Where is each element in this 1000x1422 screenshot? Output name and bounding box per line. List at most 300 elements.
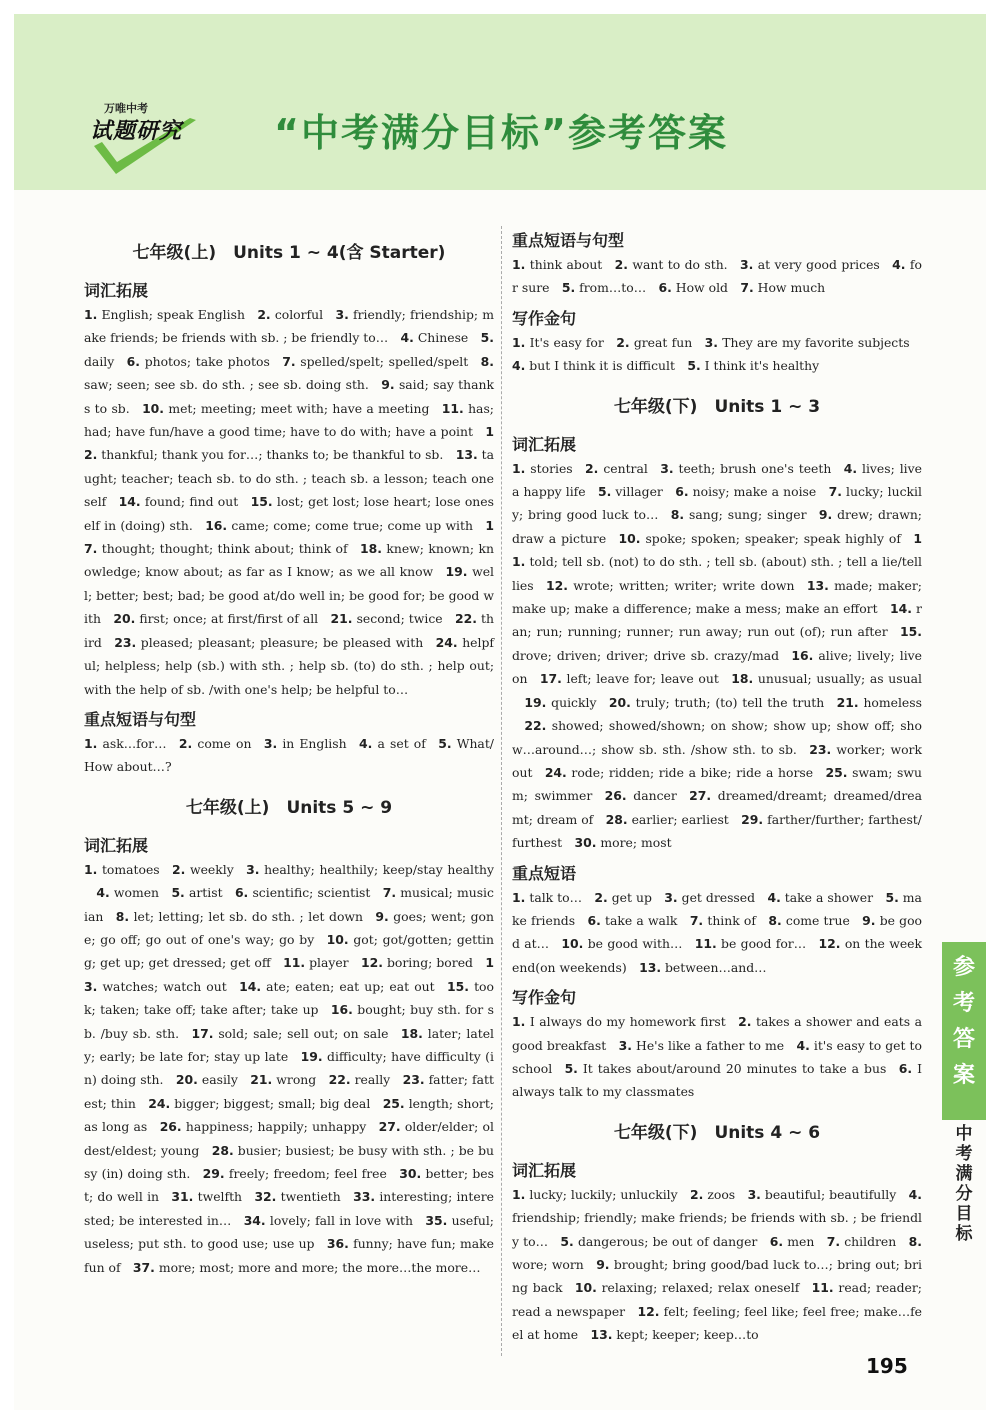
answer-number: 6. — [658, 280, 672, 296]
answer-text: swam; swum; swimmer — [512, 764, 922, 804]
section-heading: 词汇拓展 — [84, 281, 149, 300]
answer-number: 7. — [382, 885, 397, 901]
answer-number: 18. — [731, 671, 754, 687]
answer-number: 12. — [818, 936, 841, 952]
answer-number: 13. — [806, 577, 829, 593]
side-tab-sub-label: 中考满分目标 — [955, 1124, 973, 1244]
answer-number: 4. — [359, 735, 373, 751]
answer-text: homeless — [863, 694, 922, 710]
answer-number: 22. — [524, 718, 547, 734]
answer-text: drove; driven; driver; drive sb. crazy/mad — [512, 647, 780, 663]
section-heading: 词汇拓展 — [512, 434, 577, 454]
answer-text: easily — [201, 1072, 238, 1088]
answer-text: twelfth — [197, 1189, 243, 1205]
answer-number: 9. — [375, 908, 389, 924]
answer-text: useful; useless; put sth. to good use; use up — [84, 1212, 494, 1252]
answer-text: dreamed/dreamt; dreamed/dreamt; dream of — [512, 788, 922, 827]
answer-text: English; speak English — [101, 307, 245, 322]
answer-text: length; short; as long as — [84, 1095, 494, 1135]
answer-text: third — [84, 611, 494, 650]
answer-number: 13. — [84, 955, 494, 994]
answer-text: What/How about…? — [84, 735, 494, 775]
answer-text: healthy; healthily; keep/stay healthy — [264, 861, 494, 877]
answer-text: How much — [757, 280, 826, 296]
answer-number: 6. — [898, 1060, 913, 1076]
answer-text: bought; buy sth. for sb. /buy sb. sth. — [84, 1002, 494, 1041]
answer-text: It's easy for — [529, 334, 604, 350]
answer-number: 2. — [585, 460, 599, 476]
answer-number: 22. — [455, 611, 477, 627]
answer-text: took; taken; take off; take after; take up — [84, 978, 494, 1018]
answer-text: between…and… — [664, 959, 767, 975]
answer-text: It takes about/around 20 minutes to take a bus — [582, 1060, 887, 1076]
answer-number: 5. — [564, 1060, 578, 1076]
answer-text: told; tell sb. (not) to do sth. ; tell sb. (about) sth. ; tell a lie/tell lies — [512, 554, 922, 593]
section-heading: 重点短语 — [512, 863, 577, 883]
answer-number: 12. — [637, 1303, 660, 1319]
answer-text: ask…for… — [102, 735, 167, 751]
answer-text: sold; sale; sell out; on sale — [218, 1025, 389, 1041]
page-title: “中考满分目标”参考答案 — [274, 111, 728, 155]
answer-number: 5. — [561, 280, 576, 296]
answer-text: They are my favorite subjects — [722, 334, 910, 350]
answer-paragraph — [512, 1183, 922, 1347]
answer-number: 21. — [330, 611, 353, 627]
answer-number: 6. — [587, 912, 601, 928]
answer-text: scientific; scientist — [252, 885, 371, 901]
answer-text: lives; live a happy life — [512, 460, 922, 500]
answer-number: 20. — [175, 1072, 198, 1088]
answer-number: 19. — [445, 564, 468, 580]
answer-number: 12. — [84, 424, 494, 463]
answer-text: player — [309, 955, 349, 971]
answer-number: 2. — [172, 861, 186, 877]
answer-number: 11. — [512, 530, 922, 570]
answer-text: truly; truth; (to) tell the truth — [635, 694, 825, 710]
answer-number: 19. — [300, 1048, 323, 1064]
answer-number: 2. — [614, 257, 629, 272]
answer-text: lucky; luckily; unluckily — [529, 1186, 678, 1202]
answer-number: 5. — [687, 358, 701, 374]
answer-number: 3. — [660, 460, 674, 476]
answer-number: 35. — [425, 1212, 448, 1228]
answer-text: unusual; usually; as usual — [757, 671, 922, 687]
answer-number: 28. — [605, 811, 628, 827]
answer-text: How old — [675, 280, 728, 296]
answer-number: 25. — [825, 764, 848, 780]
answer-text: interesting; interested; be interested in… — [84, 1189, 494, 1228]
answer-number: 13. — [455, 447, 478, 463]
answer-number: 9. — [862, 912, 876, 928]
header-banner — [14, 14, 986, 190]
answer-number: 11. — [441, 400, 464, 416]
side-tab-sub — [942, 1120, 986, 1244]
answer-text: villager — [615, 484, 663, 500]
answer-text: friendly; friendship; make friends; be friends with sb. ; be friendly to… — [84, 307, 494, 346]
answer-number: 22. — [328, 1072, 351, 1088]
answer-number: 10. — [618, 530, 641, 546]
answer-number: 36. — [326, 1236, 349, 1252]
answer-text: boring; bored — [386, 955, 473, 971]
answer-text: met; meeting; meet with; have a meeting — [168, 400, 430, 416]
answer-text: showed; showed/shown; on show; show up; show off; show…around…; show sb. sth. /show sth. to sb. — [512, 718, 922, 757]
answer-number: 3. — [246, 861, 260, 877]
answer-number: 4. — [767, 889, 781, 905]
answer-text: wrote; written; writer; write down — [573, 577, 795, 593]
answer-number: 8. — [670, 507, 685, 523]
answer-text: sang; sung; singer — [689, 507, 807, 523]
answer-number: 25. — [382, 1095, 405, 1111]
answer-text: bigger; biggest; small; big deal — [174, 1095, 371, 1111]
answer-text: knew; known; knowledge; know about; as far as I know; as we all know — [84, 541, 494, 580]
answer-number: 17. — [191, 1025, 214, 1041]
answer-text: lucky; luckily; bring good luck to… — [512, 484, 922, 523]
answer-text: taught; teacher; teach sb. to do sth. ; teach sb. a lesson; teach oneself — [84, 447, 494, 510]
answer-number: 8. — [908, 1233, 922, 1249]
answer-number: 29. — [202, 1166, 225, 1181]
answer-text: made; maker; make up; make a difference; make a mess; make an effort — [512, 577, 922, 617]
answer-text: I always do my homework first — [529, 1014, 726, 1030]
answer-text: tomatoes — [101, 861, 160, 877]
answer-number: 32. — [254, 1189, 277, 1205]
answer-text: great fun — [633, 334, 693, 350]
answer-text: funny; have fun; make fun of — [84, 1236, 494, 1275]
answer-number: 10. — [561, 936, 584, 952]
answer-number: 24. — [148, 1095, 171, 1111]
answer-number: 6. — [126, 353, 140, 369]
answer-number: 29. — [741, 811, 764, 827]
answer-text: beautiful; beautifully — [764, 1186, 897, 1202]
answer-number: 1. — [84, 735, 98, 751]
answer-text: drew; drawn; draw a picture — [512, 507, 922, 546]
answer-text: pleased; pleasant; pleasure; be pleased with — [140, 634, 424, 650]
answer-number: 18. — [400, 1025, 423, 1041]
answer-text: colorful — [274, 307, 324, 322]
answer-number: 2. — [594, 889, 608, 905]
answer-number: 26. — [159, 1119, 182, 1135]
answer-text: takes a shower and eats a good breakfast — [512, 1014, 922, 1053]
answer-number: 18. — [359, 541, 382, 557]
section-heading: 写作金句 — [512, 308, 577, 328]
answer-text: wore; worn — [512, 1257, 584, 1272]
answer-number: 4. — [512, 358, 526, 374]
answer-number: 1. — [512, 889, 526, 905]
answer-text: for sure — [512, 257, 922, 296]
logo-small-text: 万唯中考 — [104, 102, 148, 115]
answer-text: think of — [707, 912, 756, 928]
right-column — [512, 222, 922, 1347]
answer-number: 14. — [889, 601, 912, 617]
answer-number: 6. — [769, 1233, 784, 1249]
answer-number: 15. — [447, 978, 469, 994]
answer-number: 6. — [675, 484, 689, 500]
answer-number: 1. — [84, 861, 98, 877]
answer-text: more; most — [600, 835, 672, 851]
side-tab — [942, 942, 986, 1120]
answer-text: wrong — [276, 1072, 317, 1088]
answer-number: 9. — [381, 377, 395, 393]
answer-text: helpful; helpless; help (sb.) with sth. ; help sb. (to) do sth. ; help out; with the help of sb. /with one's help; be helpful to… — [84, 634, 494, 697]
answer-number: 33. — [353, 1189, 376, 1205]
answer-number: 24. — [435, 634, 458, 650]
answer-number: 2. — [738, 1014, 752, 1030]
answer-number: 11. — [811, 1280, 834, 1296]
answer-number: 2. — [690, 1186, 704, 1202]
answer-paragraph — [512, 253, 922, 300]
answer-number: 10. — [574, 1280, 597, 1296]
answer-text: rode; ridden; ride a bike; ride a horse — [571, 764, 814, 780]
answer-text: take a shower — [784, 889, 874, 905]
answer-number: 7. — [826, 1233, 841, 1249]
answer-number: 23. — [402, 1072, 425, 1088]
answer-number: 4. — [892, 257, 906, 272]
answer-text: better; best; do well in — [84, 1166, 494, 1205]
answer-number: 16. — [791, 647, 814, 663]
answer-number: 11. — [283, 955, 306, 971]
answer-text: musical; musician — [84, 885, 494, 924]
answer-text: artist — [188, 885, 223, 901]
answer-page — [14, 14, 986, 1410]
answer-number: 21. — [250, 1072, 273, 1088]
answer-number: 37. — [132, 1259, 155, 1275]
answer-number: 7. — [740, 280, 754, 296]
answer-text: quickly — [551, 694, 597, 710]
section-heading: 词汇拓展 — [84, 835, 149, 855]
answer-number: 19. — [524, 694, 547, 710]
answer-text: spoke; spoken; speaker; speak highly of — [645, 530, 901, 546]
answer-number: 1. — [84, 307, 98, 322]
answer-number: 12. — [546, 577, 568, 593]
answer-text: relaxing; relaxed; relax oneself — [601, 1280, 800, 1296]
answer-number: 9. — [596, 1257, 610, 1272]
answer-number: 7. — [828, 484, 842, 500]
answer-number: 2. — [178, 735, 193, 751]
answer-number: 15. — [900, 624, 922, 640]
unit-title: 七年级(上) Units 5 ~ 9 — [185, 797, 393, 818]
answer-text: brought; bring good/bad luck to…; bring out; bring back — [512, 1257, 922, 1296]
answer-text: thankful; thank you for…; thanks to; be thankful to sb. — [101, 447, 444, 463]
column-divider — [501, 226, 502, 1356]
answer-number: 12. — [361, 955, 383, 971]
answer-text: photos; take photos — [144, 353, 270, 369]
answer-paragraph — [84, 303, 494, 701]
answer-text: kept; keeper; keep…to — [616, 1327, 759, 1343]
answer-text: happiness; happily; unhappy — [185, 1119, 367, 1135]
answer-number: 11. — [694, 936, 717, 952]
answer-number: 23. — [114, 634, 137, 650]
unit-title: 七年级(下) Units 1 ~ 3 — [613, 396, 821, 417]
answer-text: more; most; more and more; the more…the more… — [158, 1259, 481, 1275]
answer-text: noisy; make a noise — [692, 484, 817, 500]
answer-text: spelled/spelt; spelled/spelt — [300, 353, 469, 369]
answer-number: 21. — [836, 694, 859, 710]
answer-text: thought; thought; think about; think of — [101, 541, 348, 557]
answer-number: 5. — [438, 735, 452, 751]
answer-text: zoos — [707, 1186, 736, 1202]
answer-text: found; find out — [144, 494, 239, 510]
answer-text: said; say thanks to sb. — [84, 377, 494, 416]
answer-number: 30. — [574, 835, 597, 851]
answer-number: 5. — [171, 885, 185, 901]
answer-number: 27. — [689, 788, 712, 804]
answer-text: be good at… — [512, 912, 922, 952]
answer-text: let; letting; let sb. do sth. ; let down — [133, 908, 363, 924]
answer-number: 6. — [234, 885, 249, 901]
answer-text: ate; eaten; eat up; eat out — [266, 978, 435, 994]
answer-text: saw; seen; see sb. do sth. ; see sb. doing sth. — [84, 377, 369, 393]
answer-text: I think it's healthy — [704, 358, 820, 374]
answer-number: 3. — [740, 257, 754, 272]
answer-number: 5. — [480, 330, 494, 346]
answer-number: 1. — [512, 1014, 526, 1030]
answer-number: 16. — [330, 1002, 353, 1018]
answer-text: dancer — [633, 788, 677, 804]
answer-text: has; had; have fun/have a good time; have to do with; have a point — [84, 400, 494, 440]
answer-text: be good with… — [587, 936, 683, 952]
answer-number: 3. — [704, 334, 718, 350]
answer-number: 20. — [608, 694, 631, 710]
answer-number: 15. — [250, 494, 273, 510]
answer-number: 4. — [843, 460, 858, 476]
answer-paragraph — [84, 732, 494, 779]
answer-number: 5. — [885, 889, 899, 905]
answer-number: 8. — [115, 908, 130, 924]
answer-number: 1. — [512, 334, 526, 350]
answer-number: 3. — [747, 1186, 761, 1202]
answer-number: 3. — [263, 735, 278, 751]
answer-number: 9. — [818, 507, 833, 523]
answer-text: fatter; fattest; thin — [84, 1072, 494, 1111]
answer-text: later; lately; early; be late for; stay up late — [84, 1025, 494, 1064]
answer-number: 4. — [908, 1186, 922, 1202]
answer-text: got; got/gotten; getting; get up; get dressed; get off — [84, 931, 494, 971]
answer-number: 3. — [335, 307, 349, 322]
answer-number: 17. — [84, 517, 494, 557]
answer-text: central — [603, 460, 648, 476]
answer-text: older/elder; oldest/eldest; young — [84, 1119, 494, 1158]
answer-number: 1. — [512, 460, 526, 476]
answer-text: friendship; friendly; make friends; be friends with sb. ; be friendly to… — [512, 1210, 922, 1249]
answer-text: freely; freedom; feel free — [228, 1166, 387, 1181]
answer-text: from…to… — [579, 280, 647, 296]
answer-number: 30. — [399, 1166, 422, 1181]
answer-text: earlier; earliest — [631, 811, 729, 827]
answer-number: 2. — [616, 334, 630, 350]
answer-text: dangerous; be out of danger — [577, 1233, 758, 1249]
answer-text: teeth; brush one's teeth — [678, 460, 832, 476]
answer-paragraph — [512, 331, 922, 378]
answer-number: 10. — [326, 931, 349, 947]
answer-number: 7. — [282, 353, 296, 369]
answer-number: 26. — [604, 788, 627, 804]
answer-text: in English — [282, 735, 347, 751]
answer-text: first; once; at first/first of all — [139, 611, 319, 627]
answer-text: farther/further; farthest/furthest — [512, 811, 922, 851]
answer-text: twentieth — [280, 1189, 341, 1205]
answer-number: 2. — [257, 307, 271, 322]
section-heading: 词汇拓展 — [512, 1160, 577, 1180]
answer-number: 13. — [590, 1327, 613, 1343]
page-number: 195 — [866, 1354, 908, 1378]
answer-text: children — [844, 1233, 897, 1249]
answer-number: 7. — [689, 912, 704, 928]
answer-number: 1. — [512, 1186, 526, 1202]
answer-number: 5. — [560, 1233, 574, 1249]
answer-text: second; twice — [356, 611, 443, 627]
answer-number: 24. — [544, 764, 567, 780]
answer-text: but I think it is difficult — [529, 358, 675, 374]
answer-paragraph — [512, 886, 922, 980]
answer-paragraph — [84, 858, 494, 1279]
section-heading: 写作金句 — [512, 988, 577, 1008]
answer-text: came; come; come true; come up with — [231, 517, 473, 533]
answer-text: men — [787, 1233, 815, 1249]
answer-number: 34. — [243, 1212, 266, 1228]
answer-text: women — [113, 885, 160, 901]
side-tab-label: 参考答案 — [952, 955, 975, 1088]
answer-text: daily — [84, 353, 115, 369]
answer-paragraph — [512, 1010, 922, 1104]
answer-number: 8. — [480, 353, 494, 369]
answer-text: felt; feeling; feel like; feel free; make…feel at home — [512, 1303, 923, 1343]
section-heading: 重点短语与句型 — [512, 231, 625, 250]
answer-text: watches; watch out — [102, 978, 227, 994]
answer-number: 4. — [796, 1037, 810, 1053]
answer-number: 17. — [539, 671, 562, 687]
answer-number: 4. — [96, 885, 110, 901]
answer-number: 23. — [809, 741, 832, 757]
answer-number: 10. — [142, 400, 165, 416]
answer-text: take a walk — [605, 912, 678, 928]
answer-text: ran; run; running; runner; run away; run out (of); run after — [512, 601, 922, 640]
answer-number: 28. — [211, 1142, 234, 1158]
answer-text: lost; get lost; lose heart; lose oneself in (doing) sth. — [84, 494, 494, 533]
answer-text: difficulty; have difficulty (in) doing sth. — [84, 1048, 494, 1088]
answer-text: make friends — [512, 889, 922, 928]
answer-text: I always talk to my classmates — [512, 1060, 922, 1100]
brand-logo — [86, 86, 218, 186]
answer-number: 5. — [597, 484, 612, 500]
answer-text: on the weekend(on weekends) — [512, 936, 922, 975]
answer-number: 16. — [205, 517, 228, 533]
answer-number: 1. — [512, 257, 526, 272]
left-column — [84, 224, 494, 1279]
answer-text: a set of — [377, 735, 426, 751]
answer-text: stories — [530, 460, 573, 476]
answer-text: get up — [611, 889, 652, 905]
answer-number: 27. — [378, 1119, 401, 1135]
answer-number: 31. — [171, 1189, 194, 1205]
answer-number: 14. — [239, 978, 262, 994]
answer-number: 20. — [113, 611, 136, 627]
answer-text: come true — [785, 912, 850, 928]
answer-text: at very good prices — [757, 257, 880, 272]
answer-text: get dressed — [681, 889, 756, 905]
answer-text: busier; busiest; be busy with sth. ; be busy (in) doing sth. — [84, 1142, 494, 1181]
answer-number: 3. — [664, 889, 678, 905]
answer-text: He's like a father to me — [636, 1037, 785, 1053]
unit-title: 七年级(上) Units 1 ~ 4(含 Starter) — [132, 243, 446, 263]
answer-paragraph — [512, 457, 922, 855]
unit-title: 七年级(下) Units 4 ~ 6 — [613, 1122, 821, 1143]
answer-text: alive; lively; live on — [512, 647, 922, 687]
answer-text: it's easy to get to school — [512, 1037, 922, 1076]
answer-number: 8. — [768, 912, 782, 928]
answer-text: well; better; best; bad; be good at/do well in; be good for; be good with — [84, 564, 494, 627]
answer-text: really — [354, 1072, 391, 1088]
answer-text: be good for… — [721, 936, 807, 952]
answer-text: left; leave for; leave out — [566, 671, 719, 687]
